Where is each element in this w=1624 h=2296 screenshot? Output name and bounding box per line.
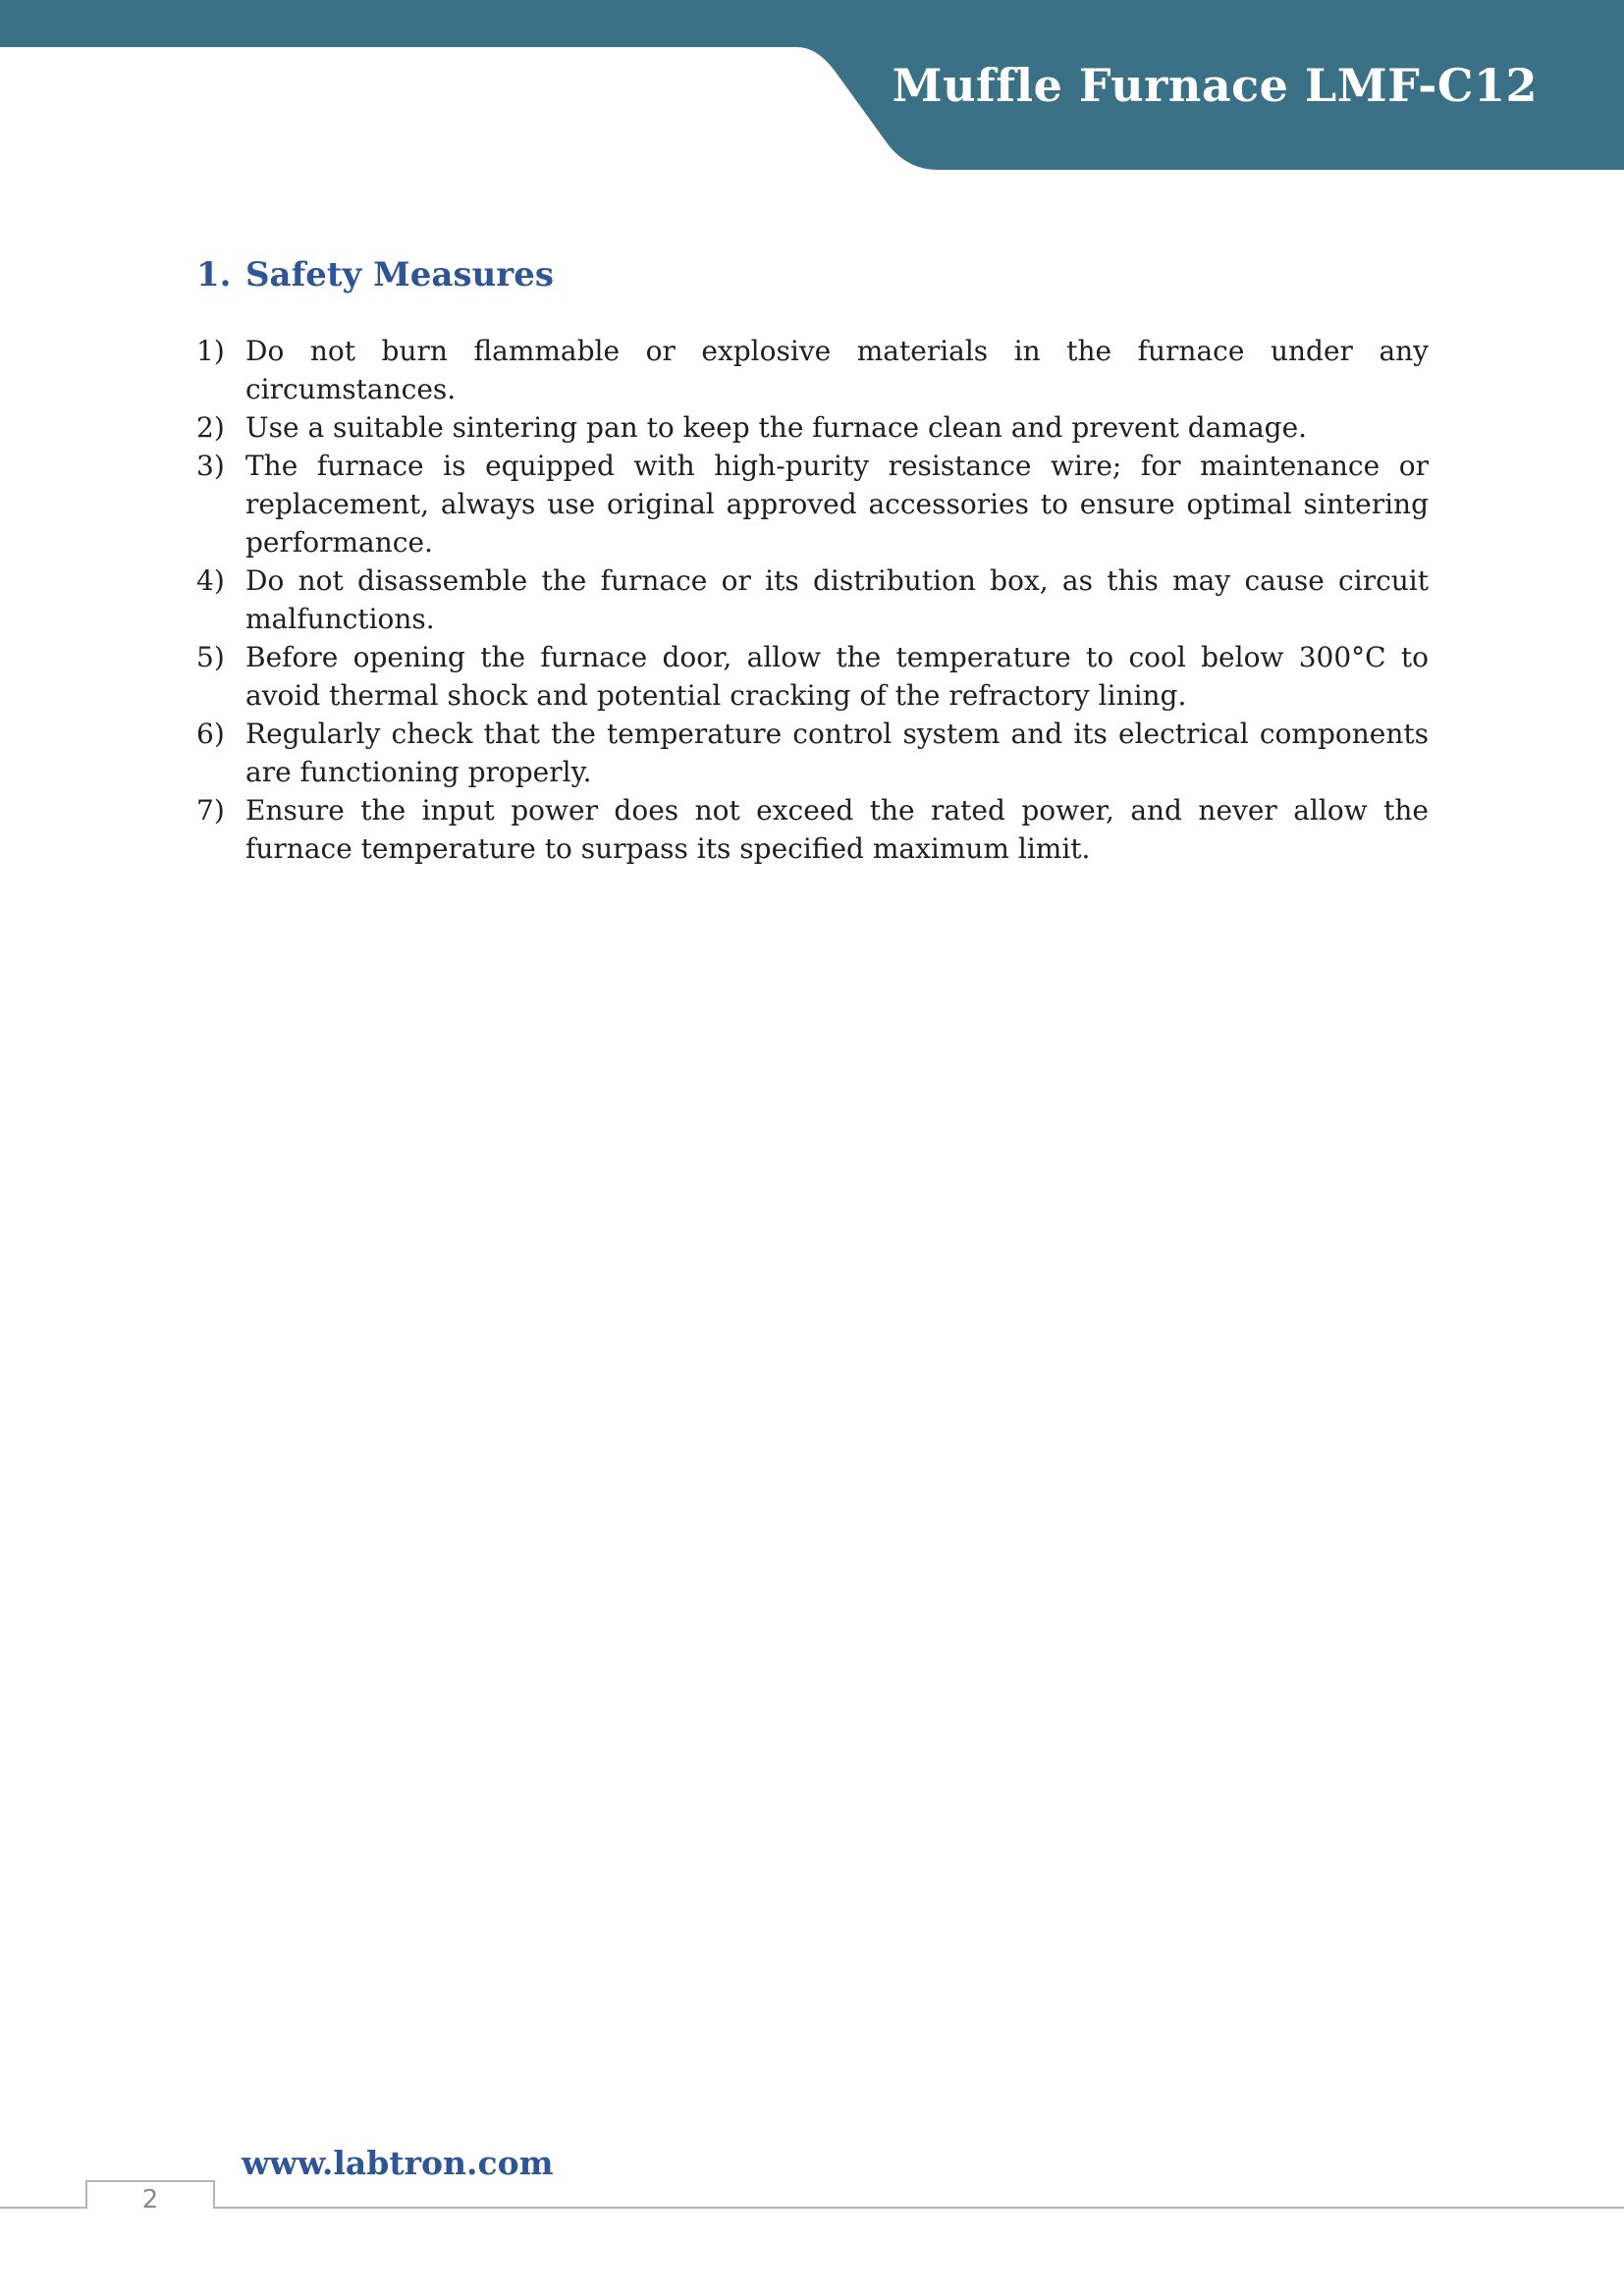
section-heading (196, 255, 1429, 294)
header-title: Muffle Furnace LMF-C12 (892, 59, 1538, 112)
list-item (196, 791, 1429, 868)
list-item-number: 5) (196, 641, 225, 673)
list-item (196, 561, 1429, 638)
list-item-number: 4) (196, 564, 225, 597)
list-item-number: 6) (196, 718, 225, 750)
list-item-text: Regularly check that the temperature control system and its electrical components are functioning properly. (245, 718, 1429, 788)
list-item-text: Ensure the input power does not exceed the rated power, and never allow the furnace temperature to surpass its specified maximum limit. (245, 794, 1429, 865)
footer-website-link[interactable]: www.labtron.com (242, 2144, 554, 2182)
list-item (196, 408, 1429, 447)
list-item-text: Before opening the furnace door, allow the temperature to cool below 300°C to avoid thermal shock and potential cracking of the refractory lining. (245, 641, 1429, 712)
list-item (196, 638, 1429, 715)
list-item (196, 332, 1429, 408)
list-item-text: Do not disassemble the furnace or its distribution box, as this may cause circuit malfunctions. (245, 564, 1429, 635)
page-number: 2 (141, 2185, 159, 2215)
list-item-number: 1) (196, 335, 225, 367)
list-item (196, 447, 1429, 561)
safety-section (196, 255, 1429, 868)
section-title: Safety Measures (245, 255, 554, 294)
safety-list (196, 332, 1429, 868)
list-item-number: 3) (196, 450, 225, 482)
footer-rule-line (0, 2181, 1624, 2208)
list-item-text: Do not burn flammable or explosive materials in the furnace under any circumstances. (245, 335, 1429, 405)
list-item-number: 2) (196, 411, 225, 444)
list-item (196, 715, 1429, 791)
list-item-text: The furnace is equipped with high-purity resistance wire; for maintenance or replacement, always use original approved accessories to ensure optimal sintering performance. (245, 450, 1429, 559)
list-item-number: 7) (196, 794, 225, 827)
list-item-text: Use a suitable sintering pan to keep the furnace clean and prevent damage. (245, 411, 1308, 444)
section-number: 1. (196, 255, 232, 294)
